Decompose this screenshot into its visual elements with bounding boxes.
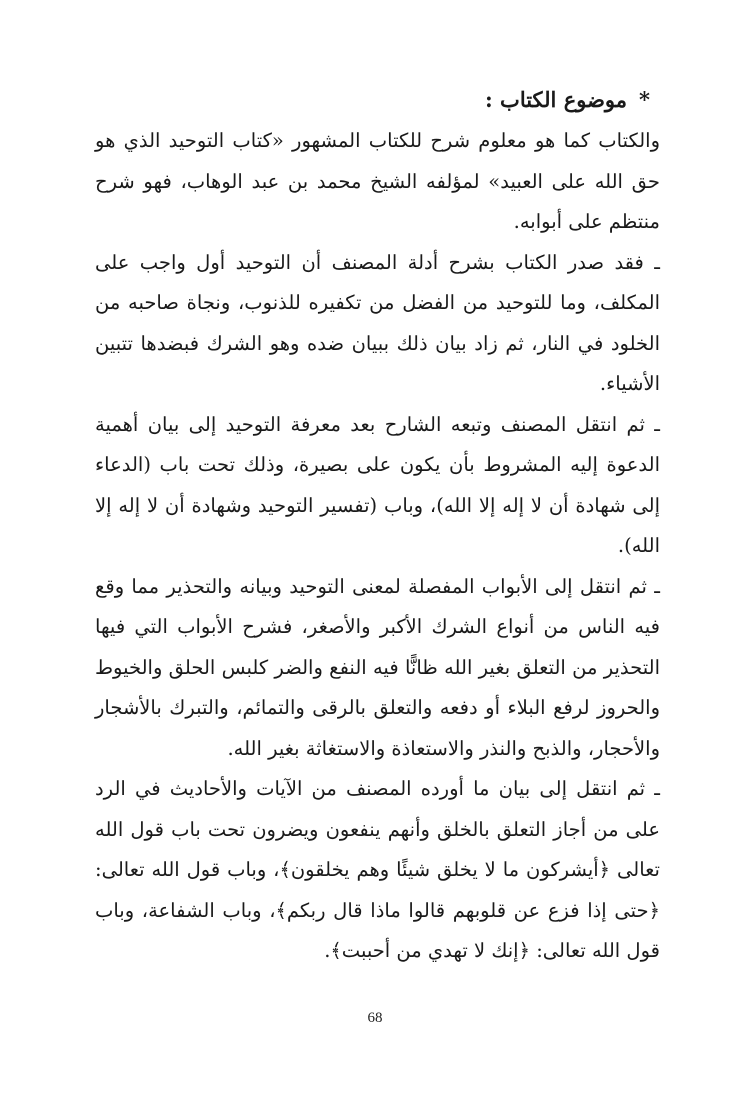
list-item-text: فقد صدر الكتاب بشرح أدلة المصنف أن التوحيد أول واجب على المكلف، وما للتوحيد من الفضل من تكفيره للذنوب، ونجاة صاحبه من الخلود في النار، ثم زاد بيان ذلك ببيان ضده وهو الشرك فبضدها تتبين الأشياء. (95, 250, 660, 395)
page-body (95, 80, 660, 972)
list-item-text: ثم انتقل المصنف وتبعه الشارح بعد معرفة التوحيد إلى بيان أهمية الدعوة إليه المشروط بأن يكون على بصيرة، وذلك تحت باب (الدعاء إلى شهادة أن لا إله إلا الله)، وباب (تفسير التوحيد وشهادة أن لا إله إلا الله). (95, 412, 660, 557)
section-heading (95, 80, 660, 121)
section-heading-title: موضوع الكتاب : (484, 87, 628, 112)
list-item (95, 405, 660, 567)
dash-bullet: ـ (654, 412, 660, 436)
dash-bullet: ـ (654, 777, 660, 800)
dash-bullet: ـ (654, 250, 660, 274)
dash-bullet: ـ (654, 574, 660, 598)
list-item-text: ثم انتقل إلى بيان ما أورده المصنف من الآيات والأحاديث في الرد على من أجاز التعلق بالخلق وأنهم ينفعون ويضرون تحت باب قول الله تعالى ﴿أيشركون ما لا يخلق شيئًا وهم يخلقون﴾، وباب قول الله تعالى: ﴿حتى إذا فزع عن قلوبهم قالوا ماذا قال ربكم﴾، وباب الشفاعة، وباب قول الله تعالى: ﴿إنك لا تهدي من أحببت﴾. (95, 777, 660, 962)
page-number: 68 (367, 1010, 383, 1026)
star-bullet: * (639, 87, 650, 112)
intro-paragraph: والكتاب كما هو معلوم شرح للكتاب المشهور «كتاب التوحيد الذي هو حق الله على العبيد» لمؤلفه الشيخ محمد بن عبد الوهاب، فهو شرح منتظم على أبوابه. (95, 129, 660, 233)
list-item (95, 567, 660, 770)
list-item (95, 243, 660, 405)
list-item-text: ثم انتقل إلى الأبواب المفصلة لمعنى التوحيد وبيانه والتحذير مما وقع فيه الناس من أنواع الشرك الأكبر والأصغر، فشرح الأبواب التي فيها التحذير من التعلق بغير الله ظانًّا فيه النفع والضر كلبس الحلق والخيوط والحروز لرفع البلاء أو دفعه والتعلق بالرقى والتمائم، والتبرك بالأشجار والأحجار، والذبح والنذر والاستعاذة والاستغاثة بغير الله. (95, 574, 660, 760)
list-item (95, 769, 660, 972)
